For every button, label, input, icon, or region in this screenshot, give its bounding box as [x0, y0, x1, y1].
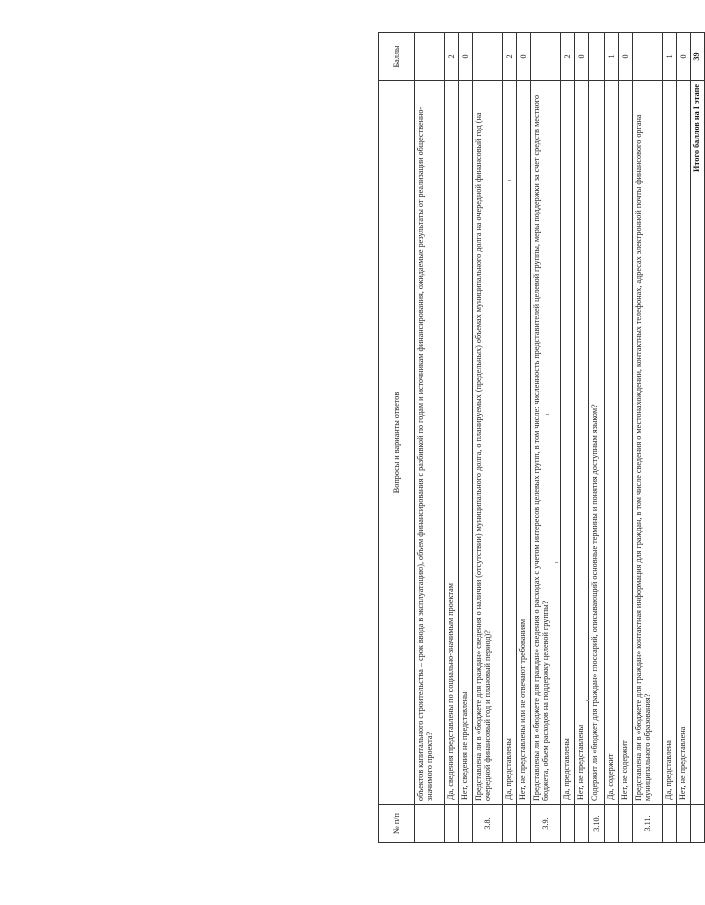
row-text: Да, представлены [561, 81, 575, 805]
table-row [575, 33, 589, 843]
row-score [415, 33, 445, 81]
header-score: Баллы [379, 33, 415, 81]
row-text: объектов капитального строительства – срок ввода в эксплуатацию), объем финансирования с разбивкой по годам и источникам финансирования, ожидаемые результаты от реализации общественно-значимого проекта? [415, 81, 445, 805]
row-text: Представлены ли в «бюджете для граждан» сведения о расходах с учетом интересов целевых групп, в том числе: численность представителей целевой группы, меры поддержки за счет средств местного бюджета, объем расходов на поддержку целевой группы? [531, 81, 561, 805]
header-num: № п/п [379, 805, 415, 843]
row-num [415, 805, 445, 843]
row-text: Нет, сведения не представлены [459, 81, 473, 805]
row-score: 1 [663, 33, 677, 81]
row-text: Нет, не представлена [677, 81, 691, 805]
row-score: 0 [619, 33, 633, 81]
row-num: 3.10. [589, 805, 605, 843]
table-row [473, 33, 503, 843]
row-text: Нет, не представлены [575, 81, 589, 805]
table-row [415, 33, 445, 843]
header-question: Вопросы и варианты ответов [379, 81, 415, 805]
row-score [531, 33, 561, 81]
row-score [633, 33, 663, 81]
total-label: Итого баллов на I этапе [691, 81, 705, 805]
row-text: Представлена ли в «бюджете для граждан» контактная информация для граждан, в том числе сведения о местонахождении, контактных телефонах, адресах электронной почты финансового органа муниципального образования? [633, 81, 663, 805]
row-text: Да, представлена [663, 81, 677, 805]
table-row [445, 33, 459, 843]
row-text: Да, сведения представлены по социально-значимым проектам [445, 81, 459, 805]
row-num [663, 805, 677, 843]
row-score [473, 33, 503, 81]
row-score: 2 [561, 33, 575, 81]
table-row [633, 33, 663, 843]
table-row [459, 33, 473, 843]
row-num [517, 805, 531, 843]
row-score: 0 [517, 33, 531, 81]
table-row [663, 33, 677, 843]
row-num [605, 805, 619, 843]
row-num [575, 805, 589, 843]
scoring-table [378, 32, 705, 843]
row-text: Представлена ли в «бюджете для граждан» сведения о наличии (отсутствии) муниципального долга, о планируемых (предельных) объемах муниципального долга на очередной финансовый год (на очередной финансовый год и плановый период)? [473, 81, 503, 805]
row-text: Нет, не представлены или не отвечают требованиям [517, 81, 531, 805]
row-num [677, 805, 691, 843]
row-num: 3.9. [531, 805, 561, 843]
row-num [503, 805, 517, 843]
row-num [561, 805, 575, 843]
row-num [459, 805, 473, 843]
table-body [415, 33, 705, 843]
rotated-table-page [378, 33, 701, 843]
row-num: 3.11. [633, 805, 663, 843]
row-text: Содержит ли «бюджет для граждан» глоссарий, описывающий основные термины и понятия доступным языком? [589, 81, 605, 805]
total-score: 39 [691, 33, 705, 81]
total-empty-cell [691, 805, 705, 843]
row-text: Да, представлены [503, 81, 517, 805]
row-score: 0 [575, 33, 589, 81]
table-row [677, 33, 691, 843]
row-score: 0 [459, 33, 473, 81]
row-num: 3.8. [473, 805, 503, 843]
table-row [517, 33, 531, 843]
scan-speck [508, 180, 511, 181]
row-score: 2 [445, 33, 459, 81]
total-row [691, 33, 705, 843]
table-row [619, 33, 633, 843]
row-num [445, 805, 459, 843]
table-row [605, 33, 619, 843]
row-score: 0 [677, 33, 691, 81]
table-row [503, 33, 517, 843]
scan-speck [555, 562, 558, 563]
table-header-row [379, 33, 415, 843]
row-num [619, 805, 633, 843]
table-row [561, 33, 575, 843]
row-score [589, 33, 605, 81]
scan-speck [546, 414, 549, 415]
row-text: Да, содержит [605, 81, 619, 805]
row-text: Нет, не содержит [619, 81, 633, 805]
scan-speck [586, 700, 589, 701]
table-row [531, 33, 561, 843]
row-score: 2 [503, 33, 517, 81]
row-score: 1 [605, 33, 619, 81]
table-row [589, 33, 605, 843]
